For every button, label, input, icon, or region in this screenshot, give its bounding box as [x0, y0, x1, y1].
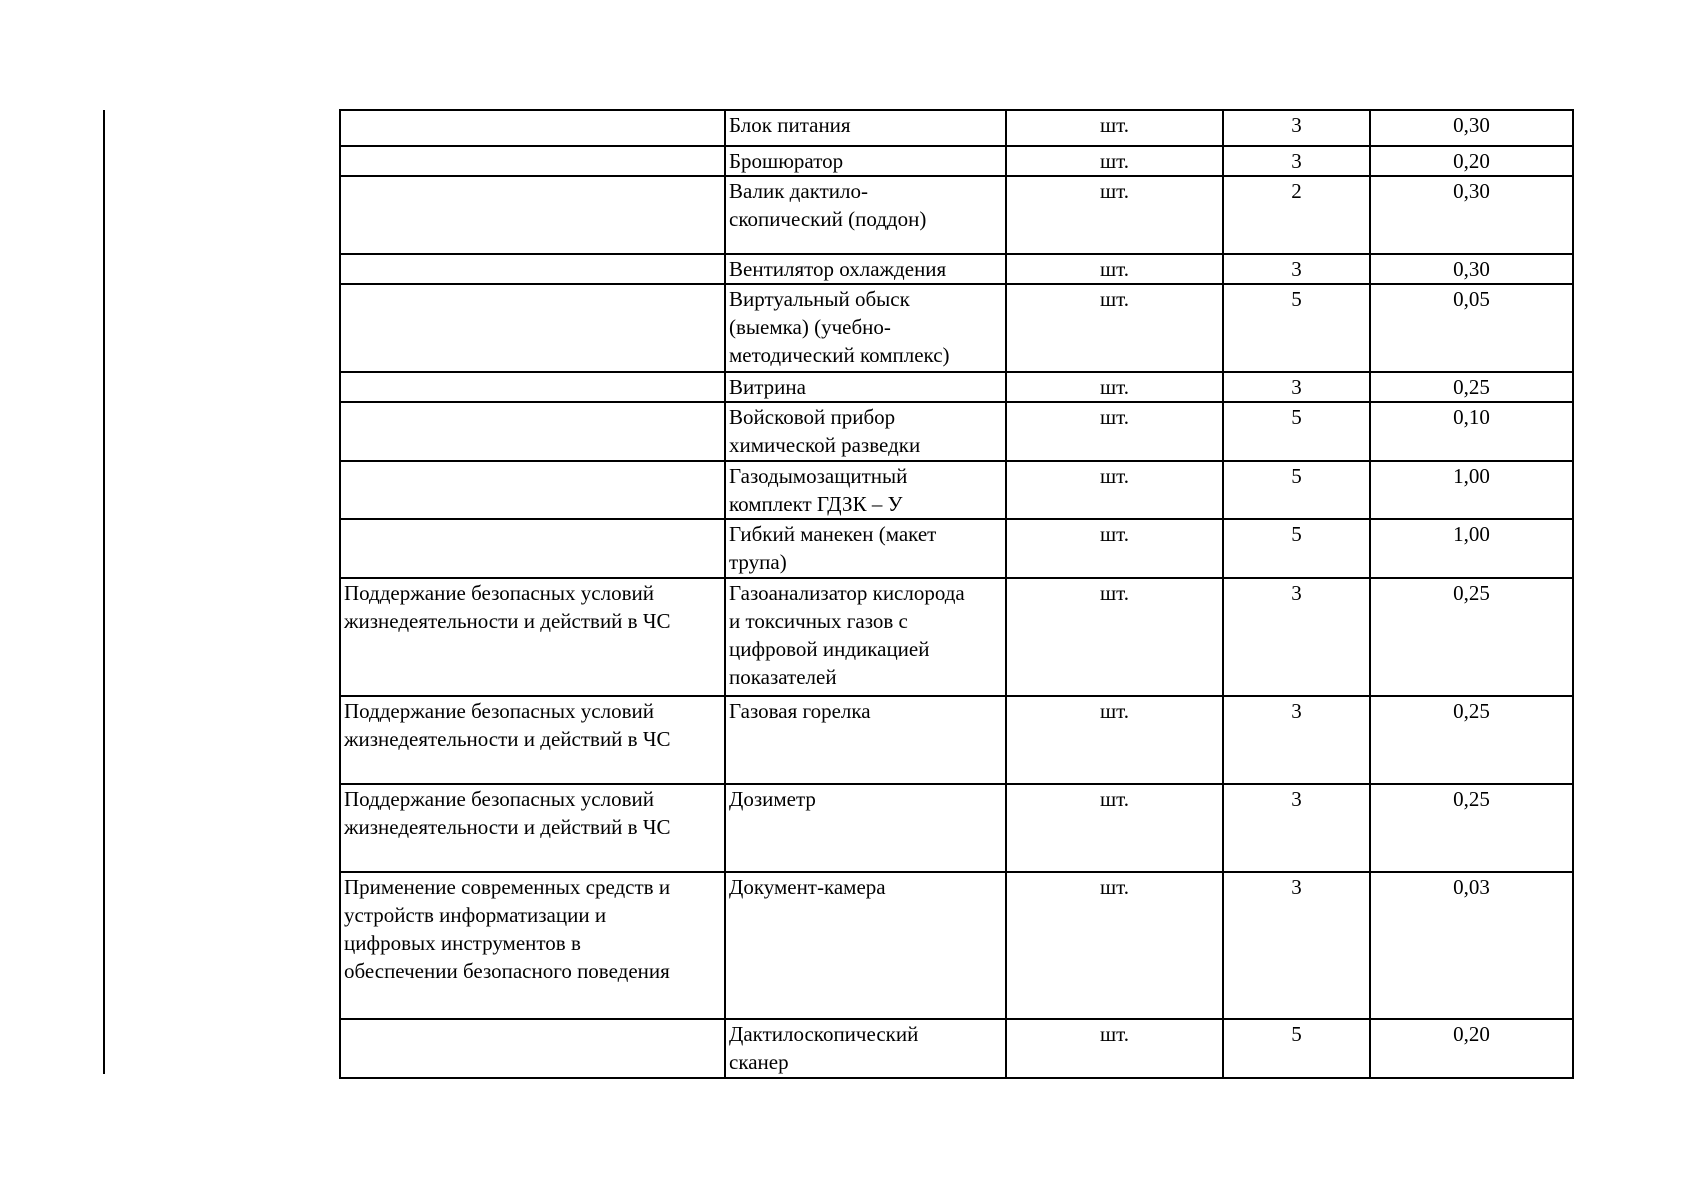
unit-cell: шт. — [1006, 696, 1223, 784]
service-life-cell: 0,30 — [1370, 176, 1573, 254]
quantity-cell: 5 — [1223, 519, 1370, 578]
unit-cell: шт. — [1006, 146, 1223, 176]
area-cell — [340, 254, 725, 284]
service-life-cell: 0,20 — [1370, 146, 1573, 176]
unit-cell: шт. — [1006, 110, 1223, 146]
service-life-cell: 0,05 — [1370, 284, 1573, 372]
item-name-cell: Газодымозащитный комплект ГДЗК – У — [725, 461, 1006, 519]
service-life-cell: 0,25 — [1370, 578, 1573, 696]
area-cell — [340, 146, 725, 176]
area-cell — [340, 110, 725, 146]
page-margin-line — [103, 110, 105, 1074]
quantity-cell: 3 — [1223, 872, 1370, 1019]
area-cell — [340, 402, 725, 461]
service-life-cell: 1,00 — [1370, 519, 1573, 578]
table-row — [340, 784, 1573, 872]
table-row — [340, 254, 1573, 284]
quantity-cell: 3 — [1223, 146, 1370, 176]
unit-cell: шт. — [1006, 402, 1223, 461]
quantity-cell: 5 — [1223, 284, 1370, 372]
unit-cell: шт. — [1006, 284, 1223, 372]
area-cell: Поддержание безопасных условий жизнедеятельности и действий в ЧС — [340, 696, 725, 784]
area-cell — [340, 1019, 725, 1078]
quantity-cell: 5 — [1223, 461, 1370, 519]
unit-cell: шт. — [1006, 784, 1223, 872]
table-row — [340, 146, 1573, 176]
area-cell — [340, 519, 725, 578]
unit-cell: шт. — [1006, 461, 1223, 519]
quantity-cell: 3 — [1223, 578, 1370, 696]
unit-cell: шт. — [1006, 519, 1223, 578]
service-life-cell: 0,25 — [1370, 784, 1573, 872]
table-row — [340, 519, 1573, 578]
table-row — [340, 110, 1573, 146]
unit-cell: шт. — [1006, 254, 1223, 284]
area-cell: Поддержание безопасных условий жизнедеятельности и действий в ЧС — [340, 784, 725, 872]
area-cell — [340, 176, 725, 254]
item-name-cell: Газоанализатор кислорода и токсичных газов с цифровой индикацией показателей — [725, 578, 1006, 696]
service-life-cell: 0,30 — [1370, 110, 1573, 146]
item-name-cell: Брошюратор — [725, 146, 1006, 176]
quantity-cell: 3 — [1223, 372, 1370, 402]
area-cell: Применение современных средств и устройств информатизации и цифровых инструментов в обеспечении безопасного поведения — [340, 872, 725, 1019]
table-row — [340, 372, 1573, 402]
service-life-cell: 0,25 — [1370, 696, 1573, 784]
unit-cell: шт. — [1006, 176, 1223, 254]
item-name-cell: Дозиметр — [725, 784, 1006, 872]
table-row — [340, 461, 1573, 519]
quantity-cell: 5 — [1223, 402, 1370, 461]
area-cell — [340, 461, 725, 519]
unit-cell: шт. — [1006, 1019, 1223, 1078]
service-life-cell: 0,30 — [1370, 254, 1573, 284]
table-row — [340, 1019, 1573, 1078]
service-life-cell: 0,25 — [1370, 372, 1573, 402]
unit-cell: шт. — [1006, 872, 1223, 1019]
table-row — [340, 284, 1573, 372]
area-cell — [340, 284, 725, 372]
area-cell — [340, 372, 725, 402]
table-row — [340, 402, 1573, 461]
item-name-cell: Войсковой прибор химической разведки — [725, 402, 1006, 461]
quantity-cell: 3 — [1223, 696, 1370, 784]
service-life-cell: 0,03 — [1370, 872, 1573, 1019]
item-name-cell: Вентилятор охлаждения — [725, 254, 1006, 284]
item-name-cell: Виртуальный обыск (выемка) (учебно- методический комплекс) — [725, 284, 1006, 372]
item-name-cell: Газовая горелка — [725, 696, 1006, 784]
quantity-cell: 3 — [1223, 254, 1370, 284]
item-name-cell: Дактилоскопический сканер — [725, 1019, 1006, 1078]
item-name-cell: Витрина — [725, 372, 1006, 402]
item-name-cell: Гибкий манекен (макет трупа) — [725, 519, 1006, 578]
area-cell: Поддержание безопасных условий жизнедеятельности и действий в ЧС — [340, 578, 725, 696]
service-life-cell: 1,00 — [1370, 461, 1573, 519]
unit-cell: шт. — [1006, 578, 1223, 696]
table-row — [340, 872, 1573, 1019]
quantity-cell: 3 — [1223, 110, 1370, 146]
equipment-table — [339, 109, 1574, 1079]
quantity-cell: 2 — [1223, 176, 1370, 254]
table-row — [340, 578, 1573, 696]
quantity-cell: 5 — [1223, 1019, 1370, 1078]
quantity-cell: 3 — [1223, 784, 1370, 872]
table-row — [340, 176, 1573, 254]
item-name-cell: Валик дактило- скопический (поддон) — [725, 176, 1006, 254]
item-name-cell: Блок питания — [725, 110, 1006, 146]
unit-cell: шт. — [1006, 372, 1223, 402]
item-name-cell: Документ-камера — [725, 872, 1006, 1019]
service-life-cell: 0,10 — [1370, 402, 1573, 461]
service-life-cell: 0,20 — [1370, 1019, 1573, 1078]
table-row — [340, 696, 1573, 784]
